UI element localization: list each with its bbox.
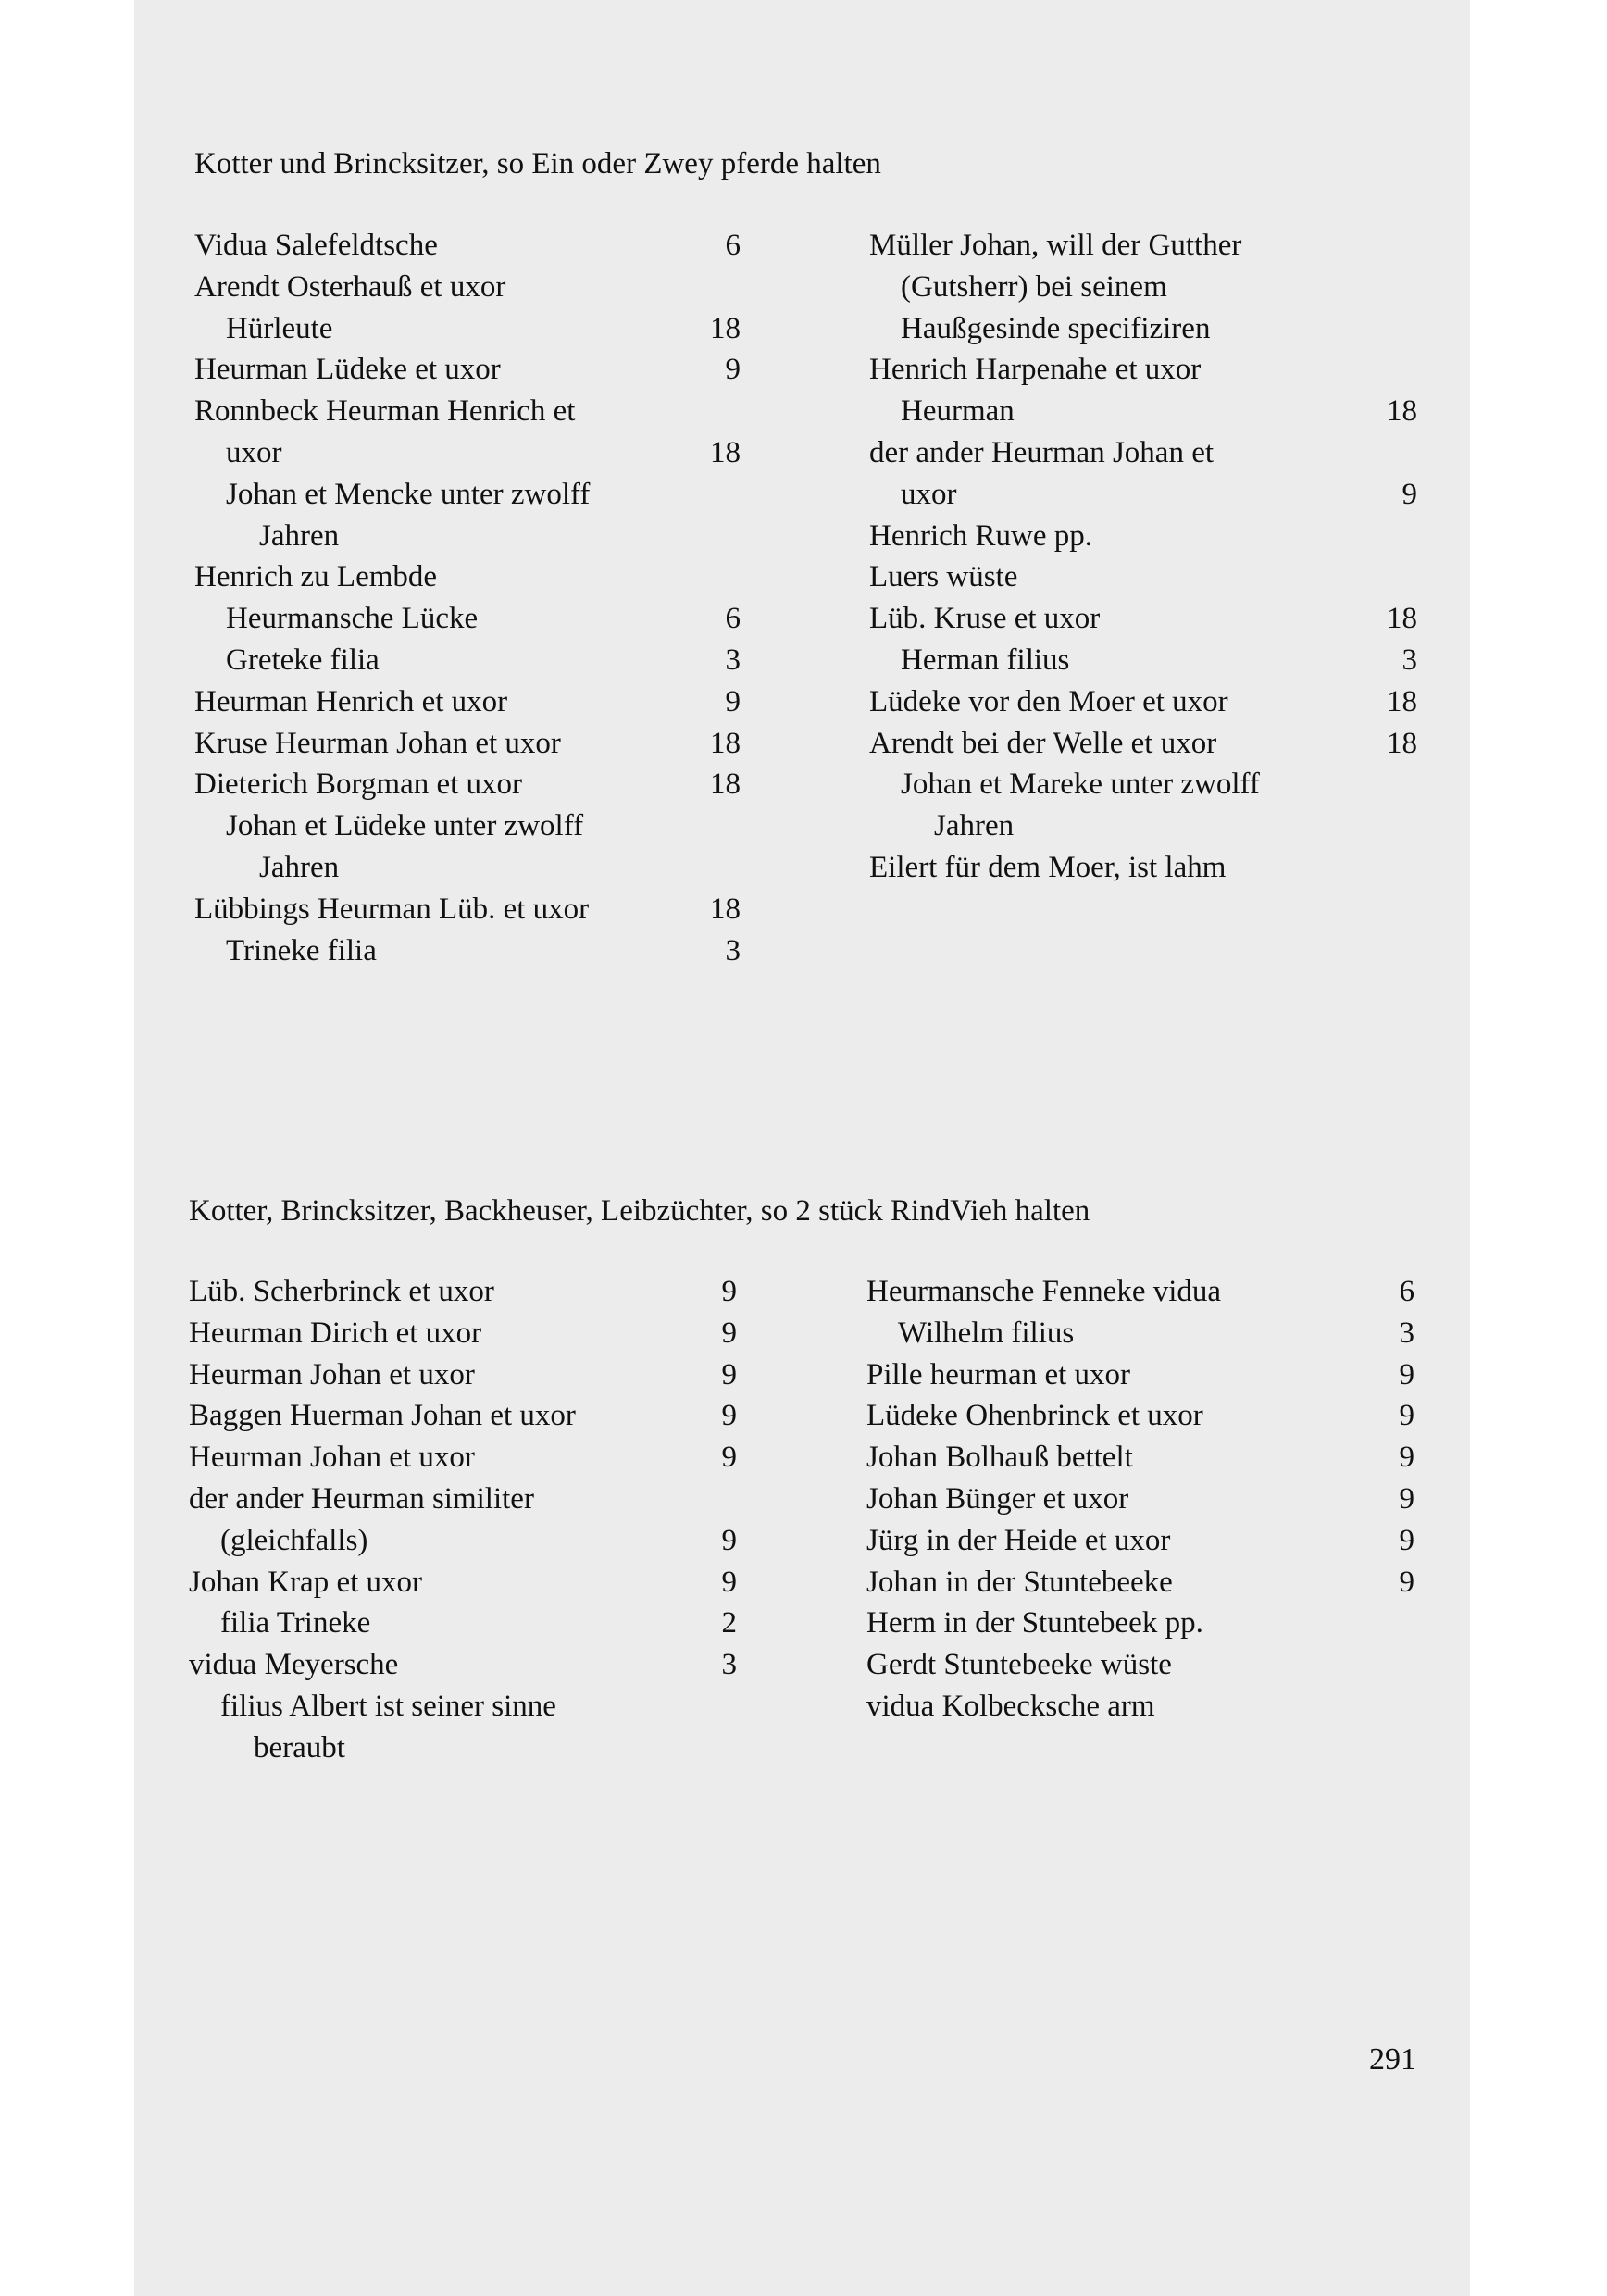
entry-name: vidua Meyersche xyxy=(189,1648,399,1682)
list-item xyxy=(194,681,741,723)
list-item xyxy=(194,349,741,391)
list-item xyxy=(869,349,1417,391)
entry-name: Heurmansche Fenneke vidua xyxy=(866,1275,1222,1308)
entry-name: Lüdeke vor den Moer et uxor xyxy=(869,684,1228,718)
entry-name: Pille heurman et uxor xyxy=(866,1357,1131,1391)
entry-value: 3 xyxy=(1401,643,1417,677)
list-item xyxy=(189,1520,737,1562)
list-item xyxy=(189,1644,737,1686)
entry-name: (gleichfalls) xyxy=(220,1523,368,1557)
list-item xyxy=(189,1686,737,1728)
list-item xyxy=(194,764,741,805)
list-item xyxy=(866,1562,1414,1603)
entry-value: 18 xyxy=(1387,726,1417,760)
list-item xyxy=(869,681,1417,723)
list-item xyxy=(194,391,741,432)
entry-value: 18 xyxy=(710,311,741,345)
section-1-heading: Kotter und Brincksitzer, so Ein oder Zwey pferde halten xyxy=(194,147,881,181)
list-item xyxy=(869,432,1417,474)
entry-name: Ronnbeck Heurman Henrich et xyxy=(194,394,576,429)
entry-value: 9 xyxy=(721,1441,737,1475)
entry-name: uxor xyxy=(226,435,282,469)
list-item xyxy=(194,805,741,847)
entry-name: Heurman xyxy=(901,394,1015,429)
entry-name: Johan Bünger et uxor xyxy=(866,1481,1129,1516)
list-item xyxy=(866,1395,1414,1437)
list-item xyxy=(189,1313,737,1354)
list-item xyxy=(194,267,741,308)
list-item xyxy=(194,432,741,474)
list-item xyxy=(869,516,1417,557)
entry-name: beraubt xyxy=(254,1730,345,1765)
list-item xyxy=(869,308,1417,350)
entry-name: Gerdt Stuntebeeke wüste xyxy=(866,1648,1172,1682)
list-item xyxy=(194,474,741,516)
list-item xyxy=(869,598,1417,640)
list-item xyxy=(866,1437,1414,1479)
list-item xyxy=(869,640,1417,681)
list-item xyxy=(194,723,741,765)
entry-name: Jahren xyxy=(259,518,340,553)
entry-name: Lübbings Heurman Lüb. et uxor xyxy=(194,892,590,926)
entry-name: Wilhelm filius xyxy=(898,1316,1075,1350)
section-2-left-column xyxy=(189,1271,737,1769)
list-item xyxy=(189,1562,737,1603)
list-item xyxy=(869,723,1417,765)
entry-value: 3 xyxy=(725,643,741,677)
entry-name: Jahren xyxy=(259,850,340,884)
list-item xyxy=(869,847,1417,889)
entry-value: 9 xyxy=(1399,1441,1414,1475)
entry-value: 18 xyxy=(1387,684,1417,718)
section-2-right-column xyxy=(866,1271,1414,1728)
entry-name: (Gutsherr) bei seinem xyxy=(901,269,1167,304)
entry-value: 9 xyxy=(721,1399,737,1433)
entry-value: 9 xyxy=(1401,477,1417,511)
section-1-left-column xyxy=(194,225,741,971)
entry-name: Henrich zu Lembde xyxy=(194,560,438,594)
list-item xyxy=(866,1479,1414,1520)
list-item xyxy=(194,847,741,889)
list-item xyxy=(194,930,741,972)
entry-name: Johan et Mencke unter zwolff xyxy=(226,477,591,511)
entry-value: 9 xyxy=(721,1316,737,1350)
entry-value: 9 xyxy=(1399,1481,1414,1516)
entry-value: 18 xyxy=(1387,602,1417,636)
list-item xyxy=(189,1603,737,1644)
entry-value: 9 xyxy=(725,684,741,718)
entry-value: 18 xyxy=(1387,394,1417,429)
entry-value: 18 xyxy=(710,767,741,802)
list-item xyxy=(869,764,1417,805)
entry-value: 9 xyxy=(721,1565,737,1599)
list-item xyxy=(866,1271,1414,1313)
list-item xyxy=(869,391,1417,432)
entry-name: Luers wüste xyxy=(869,560,1018,594)
entry-value: 2 xyxy=(721,1606,737,1641)
entry-name: Greteke filia xyxy=(226,643,380,677)
entry-name: Jahren xyxy=(934,809,1015,843)
entry-value: 6 xyxy=(1399,1275,1414,1308)
entry-value: 9 xyxy=(1399,1565,1414,1599)
list-item xyxy=(866,1686,1414,1728)
entry-name: Heurman Henrich et uxor xyxy=(194,684,508,718)
entry-name: Henrich Ruwe pp. xyxy=(869,518,1093,553)
entry-name: vidua Kolbecksche arm xyxy=(866,1689,1155,1723)
entry-name: uxor xyxy=(901,477,957,511)
entry-name: Heurman Lüdeke et uxor xyxy=(194,353,501,387)
entry-name: Lüdeke Ohenbrinck et uxor xyxy=(866,1399,1203,1433)
entry-value: 18 xyxy=(710,435,741,469)
entry-name: Arendt bei der Welle et uxor xyxy=(869,726,1217,760)
entry-name: Eilert für dem Moer, ist lahm xyxy=(869,850,1227,884)
list-item xyxy=(194,640,741,681)
section-1-right-column xyxy=(869,225,1417,889)
list-item xyxy=(869,225,1417,267)
entry-name: Henrich Harpenahe et uxor xyxy=(869,353,1202,387)
list-item xyxy=(194,556,741,598)
entry-name: Herman filius xyxy=(901,643,1070,677)
entry-value: 9 xyxy=(721,1357,737,1391)
entry-name: Johan et Lüdeke unter zwolff xyxy=(226,809,584,843)
entry-name: Johan in der Stuntebeeke xyxy=(866,1565,1173,1599)
entry-name: Dieterich Borgman et uxor xyxy=(194,767,523,802)
entry-value: 9 xyxy=(725,353,741,387)
list-item xyxy=(869,474,1417,516)
list-item xyxy=(194,225,741,267)
entry-name: der ander Heurman Johan et xyxy=(869,435,1215,469)
entry-value: 9 xyxy=(1399,1399,1414,1433)
entry-value: 3 xyxy=(725,933,741,967)
entry-value: 18 xyxy=(710,726,741,760)
entry-name: Lüb. Scherbrinck et uxor xyxy=(189,1275,494,1308)
entry-value: 3 xyxy=(1399,1316,1414,1350)
list-item xyxy=(866,1520,1414,1562)
list-item xyxy=(189,1437,737,1479)
entry-name: Heurman Johan et uxor xyxy=(189,1357,475,1391)
entry-name: Heurman Dirich et uxor xyxy=(189,1316,482,1350)
entry-name: Hürleute xyxy=(226,311,333,345)
list-item xyxy=(194,308,741,350)
entry-name: Heurman Johan et uxor xyxy=(189,1441,475,1475)
list-item xyxy=(866,1644,1414,1686)
entry-name: Müller Johan, will der Gutther xyxy=(869,229,1242,262)
list-item xyxy=(866,1354,1414,1396)
entry-name: Kruse Heurman Johan et uxor xyxy=(194,726,561,760)
entry-name: Herm in der Stuntebeek pp. xyxy=(866,1606,1203,1641)
entry-name: Jürg in der Heide et uxor xyxy=(866,1523,1171,1557)
entry-name: Johan Bolhauß bettelt xyxy=(866,1441,1133,1475)
list-item xyxy=(869,556,1417,598)
entry-value: 9 xyxy=(1399,1357,1414,1391)
entry-name: Johan Krap et uxor xyxy=(189,1565,423,1599)
entry-name: der ander Heurman similiter xyxy=(189,1481,534,1516)
section-2-heading: Kotter, Brincksitzer, Backheuser, Leibzüchter, so 2 stück RindVieh halten xyxy=(189,1194,1090,1228)
list-item xyxy=(869,267,1417,308)
entry-name: Heurmansche Lücke xyxy=(226,602,479,636)
list-item xyxy=(869,805,1417,847)
list-item xyxy=(189,1354,737,1396)
entry-name: Trineke filia xyxy=(226,933,377,967)
entry-value: 9 xyxy=(1399,1523,1414,1557)
list-item xyxy=(189,1728,737,1769)
list-item xyxy=(866,1313,1414,1354)
entry-value: 6 xyxy=(725,229,741,262)
list-item xyxy=(189,1479,737,1520)
entry-value: 9 xyxy=(721,1523,737,1557)
entry-value: 3 xyxy=(721,1648,737,1682)
list-item xyxy=(194,598,741,640)
entry-value: 9 xyxy=(721,1275,737,1308)
list-item xyxy=(194,516,741,557)
entry-name: Baggen Huerman Johan et uxor xyxy=(189,1399,576,1433)
entry-value: 6 xyxy=(725,602,741,636)
entry-name: Vidua Salefeldtsche xyxy=(194,229,438,262)
entry-value: 18 xyxy=(710,892,741,926)
page-number: 291 xyxy=(1369,2042,1416,2077)
list-item xyxy=(189,1271,737,1313)
entry-name: filia Trineke xyxy=(220,1606,371,1641)
list-item xyxy=(194,889,741,930)
entry-name: Johan et Mareke unter zwolff xyxy=(901,767,1260,802)
list-item xyxy=(189,1395,737,1437)
entry-name: Arendt Osterhauß et uxor xyxy=(194,269,506,304)
list-item xyxy=(866,1603,1414,1644)
entry-name: Lüb. Kruse et uxor xyxy=(869,602,1101,636)
entry-name: filius Albert ist seiner sinne xyxy=(220,1689,556,1723)
entry-name: Haußgesinde specifiziren xyxy=(901,311,1211,345)
